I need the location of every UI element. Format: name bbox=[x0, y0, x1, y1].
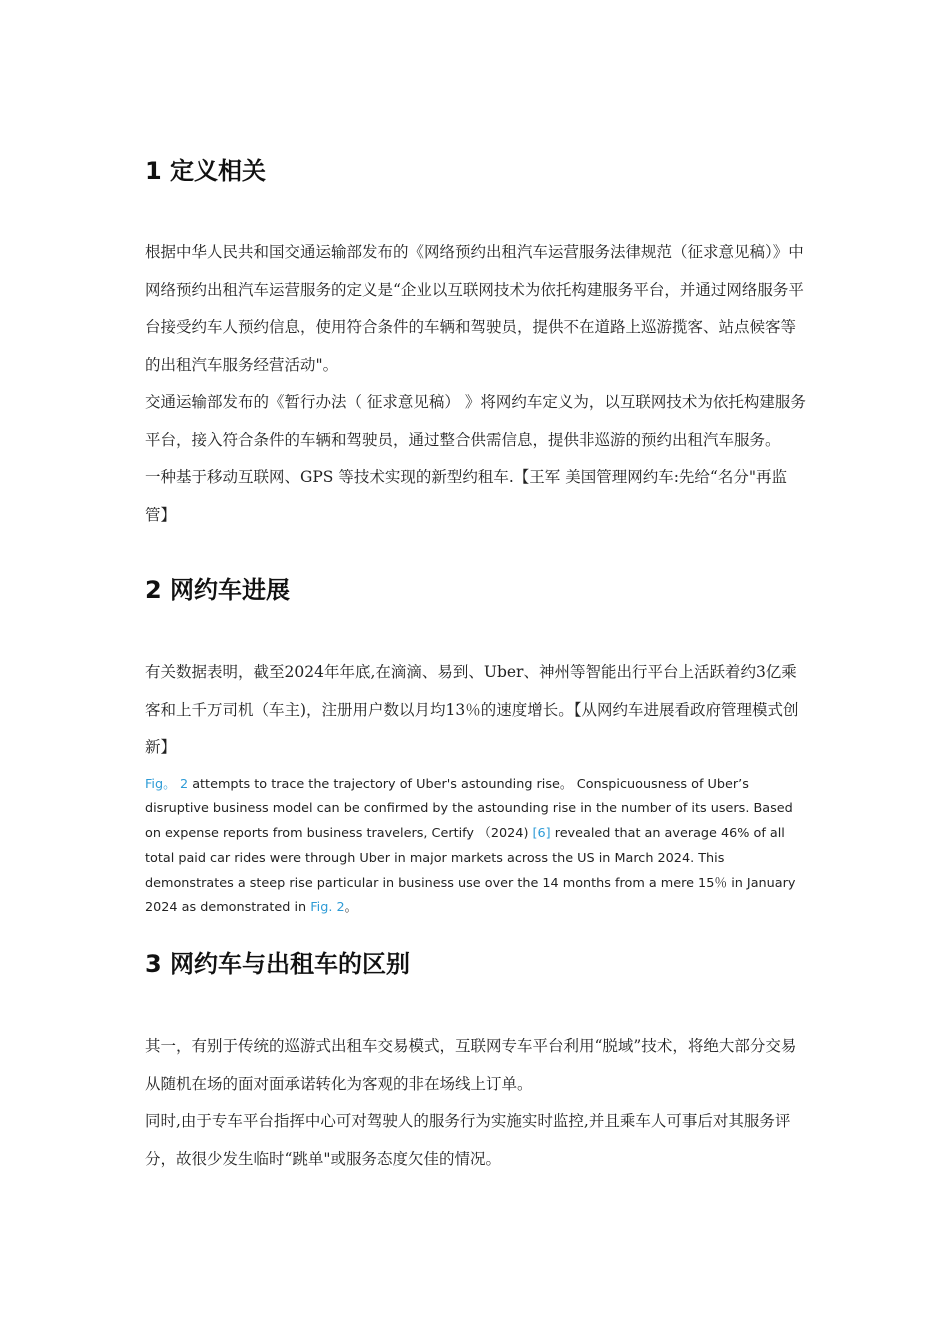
paragraph-difference-transaction: 其一，有别于传统的巡游式出租车交易模式，互联网专车平台利用“脱域”技术，将绝大部分交易从随机在场的面对面承诺转化为客观的非在场线上订单。 bbox=[145, 1037, 797, 1093]
document-page bbox=[145, 0, 810, 1178]
section-heading-differences: 3 网约车与出租车的区别 bbox=[145, 950, 411, 979]
paragraph-english-uber bbox=[145, 773, 810, 922]
section-heading-definitions: 1 定义相关 bbox=[145, 157, 267, 185]
paragraph-progress-data: 有关数据表明，截至2024年年底,在滴滴、易到、Uber、神州等智能出行平台上活跃着约3亿乘客和上千万司机（车主)，注册用户数以月均13％的速度增长。【从网约车进展看政府管理模式创新】 bbox=[145, 663, 799, 756]
section-heading-progress: 2 网约车进展 bbox=[145, 576, 291, 604]
paragraph-definition-interim-measures: 交通运输部发布的《暂行办法（ 征求意见稿） 》将网约车定义为，以互联网技术为依托构建服务平台，接入符合条件的车辆和驾驶员，通过整合供需信息，提供非巡游的预约出租汽车服务。 bbox=[145, 393, 806, 449]
citation-link[interactable]: [6] bbox=[532, 826, 551, 842]
paragraph-definition-new-rental: 一种基于移动互联网、GPS 等技术实现的新型约租车.【王军 美国管理网约车:先给“名分"再监管】 bbox=[145, 468, 787, 524]
english-text-end: 。 bbox=[344, 900, 358, 916]
figure-reference-link-end[interactable]: Fig. 2 bbox=[310, 900, 345, 916]
english-text-part-b: revealed that an average 46% of all total paid car rides were through Uber in major markets across the US in March 2024. This demonstrates a steep rise particular in business use over the 14 months from a mere 15％ in January 2024 as demonstrated in bbox=[145, 826, 796, 916]
paragraph-definition-regulation: 根据中华人民共和国交通运输部发布的《网络预约出租汽车运营服务法律规范（征求意见稿）》中网络预约出租汽车运营服务的定义是“企业以互联网技术为依托构建服务平台，并通过网络服务平台接受约车人预约信息，使用符合条件的车辆和驾驶员，提供不在道路上巡游揽客、站点候客等的出租汽车服务经营活动"。 bbox=[145, 243, 804, 374]
figure-reference-link[interactable]: Fig。 2 bbox=[145, 776, 189, 792]
paragraph-difference-monitoring: 同时,由于专车平台指挥中心可对驾驶人的服务行为实施实时监控,并且乘车人可事后对其服务评分，故很少发生临时“跳单"或服务态度欠佳的情况。 bbox=[145, 1112, 791, 1168]
english-text-part-a: attempts to trace the trajectory of Uber's astounding rise。 Conspicuousness of Uber’s disruptive business model can be confirmed by the astounding rise in the number of its users. Based on expense reports from business travelers, Certify （2024) bbox=[145, 776, 793, 842]
